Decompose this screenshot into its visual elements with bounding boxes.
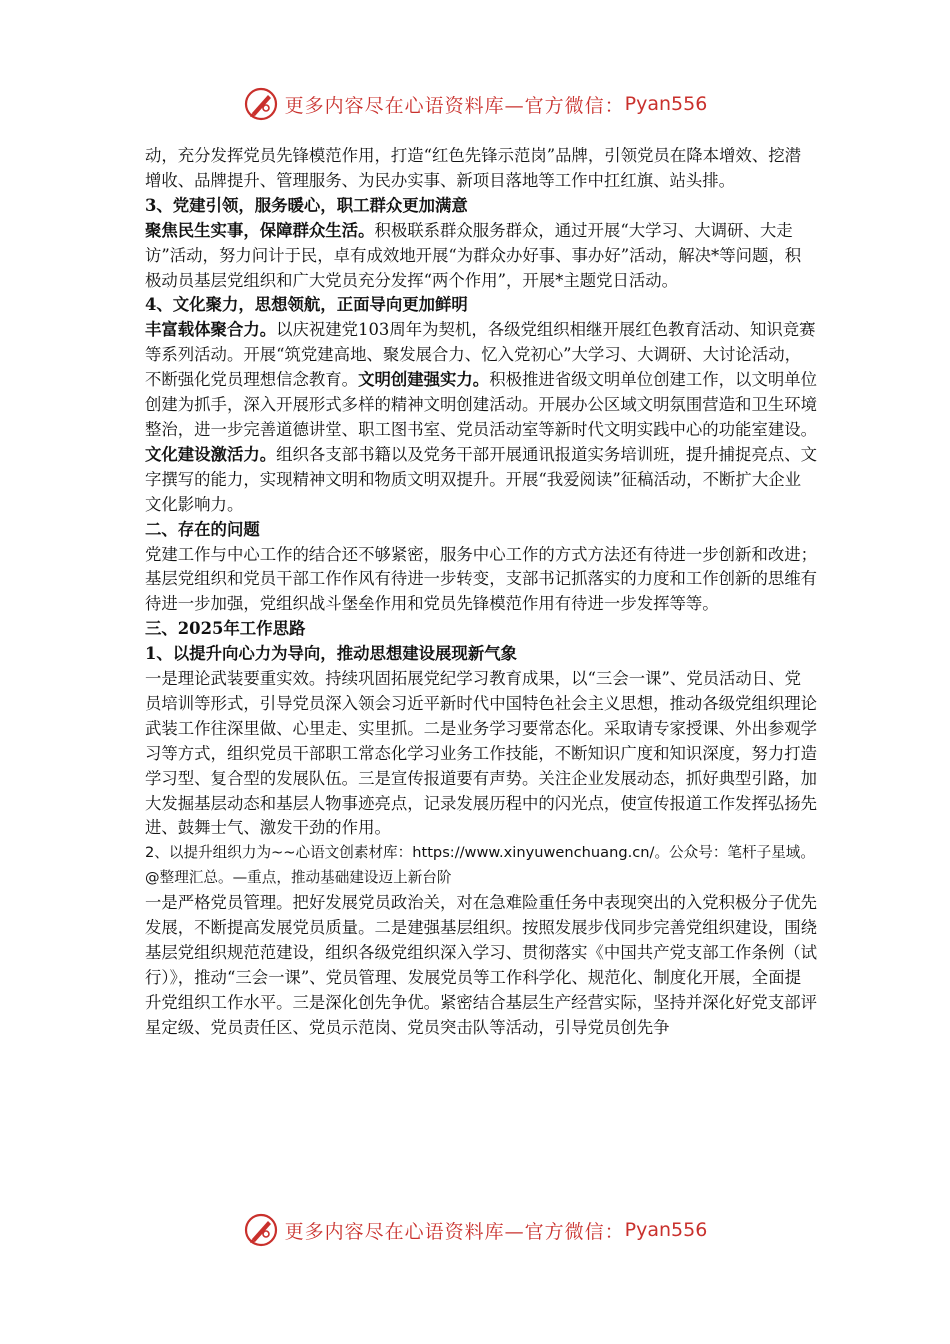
watermark-text: 更多内容尽在心语资料库—官方微信：: [284, 94, 625, 117]
paragraph-3-text-c: 组织各支部书籍以及党务干部开展通讯报道实务培训班，提升捕捉亮点、文字撰写的能力，实现精神文明和物质文明双提升。开展“我爱阅读”征稿活动，不断扩大企业文化影响力。: [145, 444, 818, 514]
watermark-text: 更多内容尽在心语资料库—官方微信：: [284, 1220, 625, 1243]
section-3-heading: 三、2025年工作思路: [145, 619, 306, 639]
paragraph-4: 党建工作与中心工作的结合还不够紧密，服务中心工作的方式方法还有待进一步创新和改进；基层党组织和党员干部工作作风有待进一步转变，支部书记抓落实的力度和工作创新的思维有待进一步加强，党组织战斗堡垒作用和党员先锋模范作用有待进一步发挥等等。: [145, 544, 818, 614]
watermark-banner-top: [0, 82, 950, 126]
pen-logo-icon: [243, 1212, 279, 1248]
heading-5: 1、以提升向心力为导向，推动思想建设展现新气象: [145, 644, 517, 664]
paragraph-3-text-a: 以庆祝建党103周年为契机，各级党组织相继开展红色教育活动、知识竞赛等系列活动。开展“筑党建高地、聚发展合力、忆入党初心”大学习、大调研、大讨论活动，不断强化党员理想信念教育。: [145, 320, 816, 390]
paragraph-3-lead-2: 文明创建强实力。: [358, 370, 490, 390]
paragraph-5: 一是理论武装要重实效。持续巩固拓展党纪学习教育成果，以“三会一课”、党员活动日、党员培训等形式，引导党员深入领会习近平新时代中国特色社会主义思想，推动各级党组织理论武装工作往深里做、心里走、实里抓。二是业务学习要常态化。采取请专家授课、外出参观学习等方式，组织党员干部职工常态化学习业务工作技能，不断知识广度和知识深度，努力打造学习型、复合型的发展队伍。三是宣传报道要有声势。关注企业发展动态，抓好典型引路，加大发掘基层动态和基层人物事迹亮点，记录发展历程中的闪光点，使宣传报道工作发挥弘扬先进、鼓舞士气、激发干劲的作用。: [145, 669, 818, 838]
paragraph-2-text: 积极联系群众服务群众，通过开展“大学习、大调研、大走访”活动，努力问计于民，卓有成效地开展“为群众办好事、事办好”活动，解决*等问题，积极动员基层党组织和广大党员充分发挥“两个作用”，开展*主题党日活动。: [145, 220, 802, 290]
paragraph-6: 一是严格党员管理。把好发展党员政治关，对在急难险重任务中表现突出的入党积极分子优先发展，不断提高发展党员质量。二是建强基层组织。按照发展步伐同步完善党组织建设，围绕基层党组织规范范建设，组织各级党组织深入学习、贯彻落实《中国共产党支部工作条例（试行）》，推动“三会一课”、党员管理、发展党员等工作科学化、规范化、制度化开展，全面提升党组织工作水平。三是深化创先争优。紧密结合基层生产经营实际，坚持并深化好党支部评星定级、党员责任区、党员示范岗、党员突击队等活动，引导党员创先争: [145, 893, 818, 1037]
paragraph-3-lead: 丰富载体聚合力。: [145, 320, 277, 340]
section-2-heading: 二、存在的问题: [145, 519, 260, 539]
heading-3: 3、党建引领，服务暖心，职工群众更加满意: [145, 195, 468, 215]
heading-6: 2、以提升组织力为~~心语文创素材库：https://www.xinyuwenchuang.cn/。公众号：笔杆子星域。@整理汇总。—重点，推动基础建设迈上新台阶: [145, 844, 815, 887]
heading-4: 4、文化聚力，思想领航，正面导向更加鲜明: [145, 295, 468, 315]
paragraph-1: 动，充分发挥党员先锋模范作用，打造“红色先锋示范岗”品牌，引领党员在降本增效、挖潜增收、品牌提升、管理服务、为民办实事、新项目落地等工作中扛红旗、站头排。: [145, 146, 801, 190]
pen-logo-icon: [243, 86, 279, 122]
watermark-banner-bottom: [0, 1208, 950, 1252]
paragraph-3: [145, 318, 817, 517]
paragraph-2-lead: 聚焦民生实事，保障群众生活。: [145, 220, 375, 240]
paragraph-3-lead-3: 文化建设激活力。: [145, 444, 277, 464]
paragraph-2: [145, 219, 817, 294]
paragraph-3-text-b: 积极推进省级文明单位创建工作，以文明单位创建为抓手，深入开展形式多样的精神文明创建活动。开展办公区域文明氛围营造和卫生环境整治，进一步完善道德讲堂、职工图书室、党员活动室等新时代文明实践中心的功能室建设。: [145, 370, 818, 439]
document-body: [145, 144, 817, 1041]
watermark-wechat: Pyan556: [624, 93, 708, 115]
watermark-wechat: Pyan556: [624, 1219, 708, 1241]
